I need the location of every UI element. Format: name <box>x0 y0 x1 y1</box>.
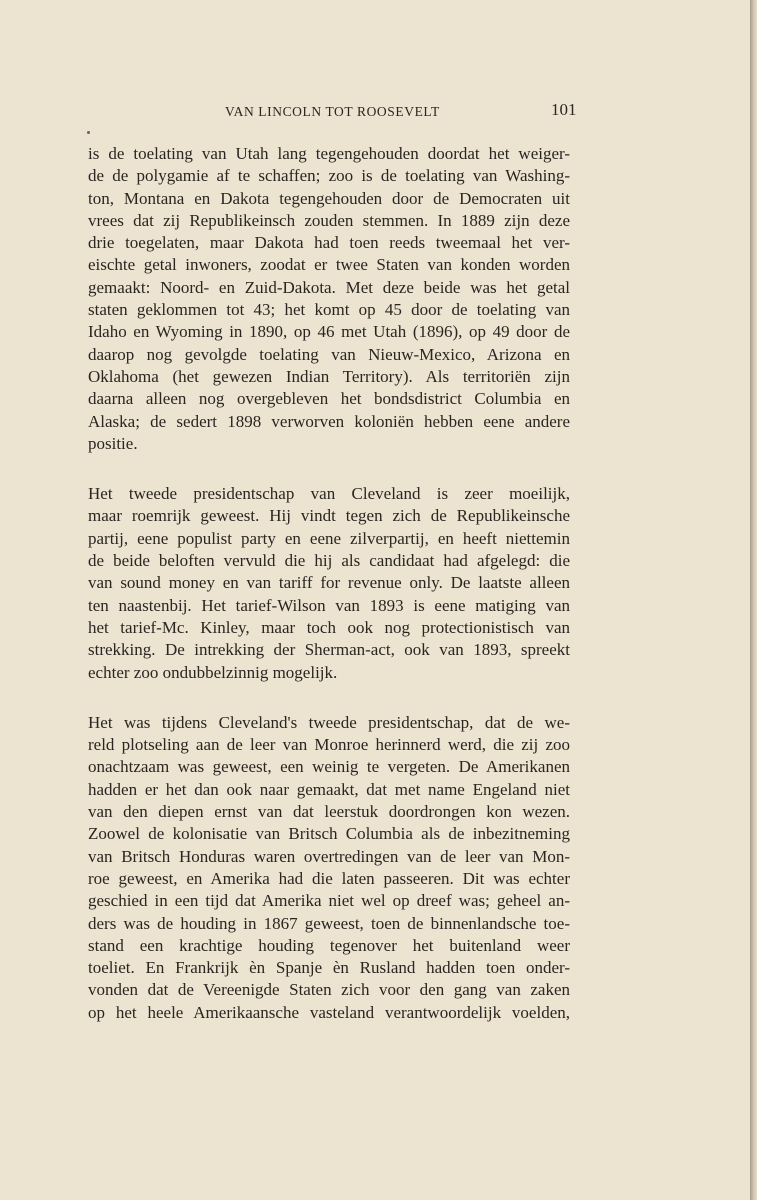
page-number: 101 <box>551 100 577 119</box>
running-title: VAN LINCOLN TOT ROOSEVELT <box>225 104 440 119</box>
text-line: eischte getal inwoners, zoodat er twee Staten van konden worden <box>88 255 570 275</box>
text-line: is de toelating van Utah lang tegengehouden doordat het weiger- <box>88 144 570 163</box>
text-line: gemaakt: Noord- en Zuid-Dakota. Met deze beide was het getal <box>88 277 570 297</box>
text-line: de beide beloften vervuld die hij als candidaat had afgelegd: die <box>88 551 570 571</box>
text-line: daarop nog gevolgde toelating van Nieuw-Mexico, Arizona en <box>88 344 570 364</box>
text-line: Oklahoma (het gewezen Indian Territory). Als territoriën zijn <box>88 366 570 386</box>
paragraph-2 <box>88 483 570 684</box>
text-line: vonden dat de Vereenigde Staten zich voor den gang van zaken <box>88 980 570 1000</box>
text-line: strekking. De intrekking der Sherman-act, ook van 1893, spreekt <box>88 640 570 660</box>
ink-speck <box>87 131 90 134</box>
text-line: Alaska; de sedert 1898 verworven koloniën hebben eene andere <box>88 411 570 431</box>
text-line: partij, eene populist party en eene zilverpartij, en heeft niettemin <box>88 528 570 548</box>
text-line: Zoowel de kolonisatie van Britsch Columbia als de inbezitneming <box>88 824 570 844</box>
running-head <box>75 100 575 122</box>
text-line: stand een krachtige houding tegenover het buitenland weer <box>88 935 570 955</box>
text-line: Het was tijdens Cleveland's tweede presidentschap, dat de we- <box>88 712 570 732</box>
text-line: van sound money en van tariff for revenue only. De laatste alleen <box>88 573 570 593</box>
text-line: reld plotseling aan de leer van Monroe herinnerd werd, die zij zoo <box>88 735 570 755</box>
paragraph-3 <box>88 712 570 1024</box>
text-line: echter zoo ondubbelzinnig mogelijk. <box>88 662 338 682</box>
body-text <box>88 143 570 1024</box>
text-line: ten naastenbij. Het tarief-Wilson van 1893 is eene matiging van <box>88 595 570 615</box>
text-line: ders was de houding in 1867 geweest, toen de binnenlandsche toe- <box>88 913 570 933</box>
text-line: Idaho en Wyoming in 1890, op 46 met Utah (1896), op 49 door de <box>88 322 570 342</box>
paragraph-1 <box>88 143 570 455</box>
text-line: het tarief-Mc. Kinley, maar toch ook nog protectionistisch van <box>88 617 570 637</box>
text-line: maar roemrijk geweest. Hij vindt tegen zich de Republikeinsche <box>88 506 570 526</box>
text-line: Het tweede presidentschap van Cleveland is zeer moeilijk, <box>88 484 570 504</box>
text-line: staten geklommen tot 43; het komt op 45 door de toelating van <box>88 300 570 320</box>
text-line: geschied in een tijd dat Amerika niet wel op dreef was; geheel an- <box>88 891 570 911</box>
text-line: ton, Montana en Dakota tegengehouden door de Democraten uit <box>88 188 570 208</box>
text-line: hadden er het dan ook naar gemaakt, dat met name Engeland niet <box>88 779 570 799</box>
text-line: positie. <box>88 433 138 453</box>
text-line: roe geweest, en Amerika had die laten passeeren. Dit was echter <box>88 868 570 888</box>
text-line: op het heele Amerikaansche vasteland verantwoordelijk voelden, <box>88 1002 570 1022</box>
text-line: vrees dat zij Republikeinsch zouden stemmen. In 1889 zijn deze <box>88 210 570 230</box>
text-line: toeliet. En Frankrijk èn Spanje èn Rusland hadden toen onder- <box>88 958 570 978</box>
text-line: van den diepen ernst van dat leerstuk doordrongen kon wezen. <box>88 802 570 822</box>
text-line: drie toegelaten, maar Dakota had toen reeds tweemaal het ver- <box>88 233 570 253</box>
text-line: de de polygamie af te schaffen; zoo is de toelating van Washing- <box>88 166 570 186</box>
page-edge <box>750 0 757 1200</box>
text-line: van Britsch Honduras waren overtredingen van de leer van Mon- <box>88 846 570 866</box>
text-line: daarna alleen nog overgebleven het bondsdistrict Columbia en <box>88 389 570 409</box>
text-line: onachtzaam was geweest, een weinig te vergeten. De Amerikanen <box>88 757 570 777</box>
